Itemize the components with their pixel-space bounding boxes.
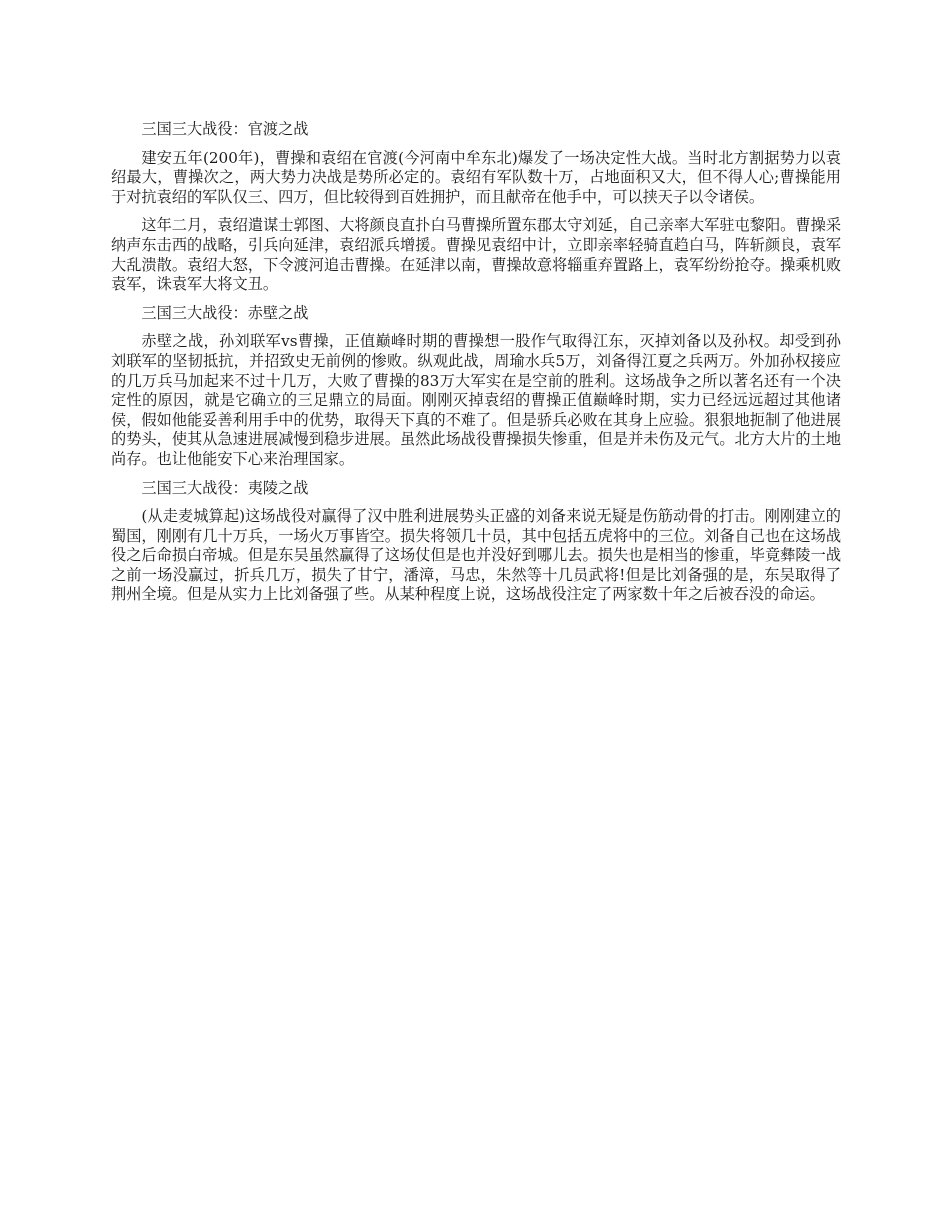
section-heading: 三国三大战役：夷陵之战: [141, 478, 309, 497]
section-heading: 三国三大战役：官渡之战: [141, 120, 309, 138]
paragraph: 这年二月，袁绍遣谋士郭图、大将颜良直扑白马曹操所置东郡太守刘延，自己亲率大军驻屯黎阳。曹操采纳声东击西的战略，引兵向延津，袁绍派兵增援。曹操见袁绍中计，立即亲率轻骑直趋白马，阵斩颜良，袁军大乱溃散。袁绍大怒，下令渡河追击曹操。在延津以南，曹操故意将辎重弃置路上，袁军纷纷抢夺。操乘机败袁军，诛袁军大将文丑。: [111, 216, 841, 294]
section-guandu: [111, 120, 841, 295]
section-heading: 三国三大战役：赤壁之战: [141, 303, 309, 322]
paragraph: 建安五年(200年)，曹操和袁绍在官渡(今河南中牟东北)爆发了一场决定性大战。当时北方割据势力以袁绍最大，曹操次之，两大势力决战是势所必定的。袁绍有军队数十万，占地面积又大，但不得人心;曹操能用于对抗袁绍的军队仅三、四万，但比较得到百姓拥护，而且献帝在他手中，可以挟天子以令诸侯。: [111, 148, 841, 206]
document-body: [111, 120, 841, 614]
section-chibi: [111, 304, 841, 470]
paragraph: 赤壁之战，孙刘联军vs曹操，正值巅峰时期的曹操想一股作气取得江东，灭掉刘备以及孙权。却受到孙刘联军的坚韧抵抗，并招致史无前例的惨败。纵观此战，周瑜水兵5万，刘备得江夏之兵两万。外加孙权接应的几万兵马加起来不过十几万，大败了曹操的83万大军实在是空前的胜利。这场战争之所以著名还有一个决定性的原因，就是它确立的三足鼎立的局面。刚刚灭掉袁绍的曹操正值巅峰时期，实力已经远远超过其他诸侯，假如他能妥善利用手中的优势，取得天下真的不难了。但是骄兵必败在其身上应验。狠狠地扼制了他进展的势头，使其从急速进展减慢到稳步进展。虽然此场战役曹操损失惨重，但是并未伤及元气。北方大片的土地尚存。也让他能安下心来治理国家。: [111, 332, 841, 468]
section-yiling: [111, 479, 841, 606]
paragraph: (从走麦城算起)这场战役对赢得了汉中胜利进展势头正盛的刘备来说无疑是伤筋动骨的打击。刚刚建立的蜀国，刚刚有几十万兵，一场火万事皆空。损失将领几十员，其中包括五虎将中的三位。刘备自己也在这场战役之后命损白帝城。但是东吴虽然赢得了这场仗但是也并没好到哪儿去。损失也是相当的惨重，毕竟彝陵一战之前一场没赢过，折兵几万，损失了甘宁，潘漳，马忠，朱然等十几员武将!但是比刘备强的是，东吴取得了荆州全境。但是从实力上比刘备强了些。从某种程度上说，这场战役注定了两家数十年之后被吞没的命运。: [111, 507, 841, 604]
